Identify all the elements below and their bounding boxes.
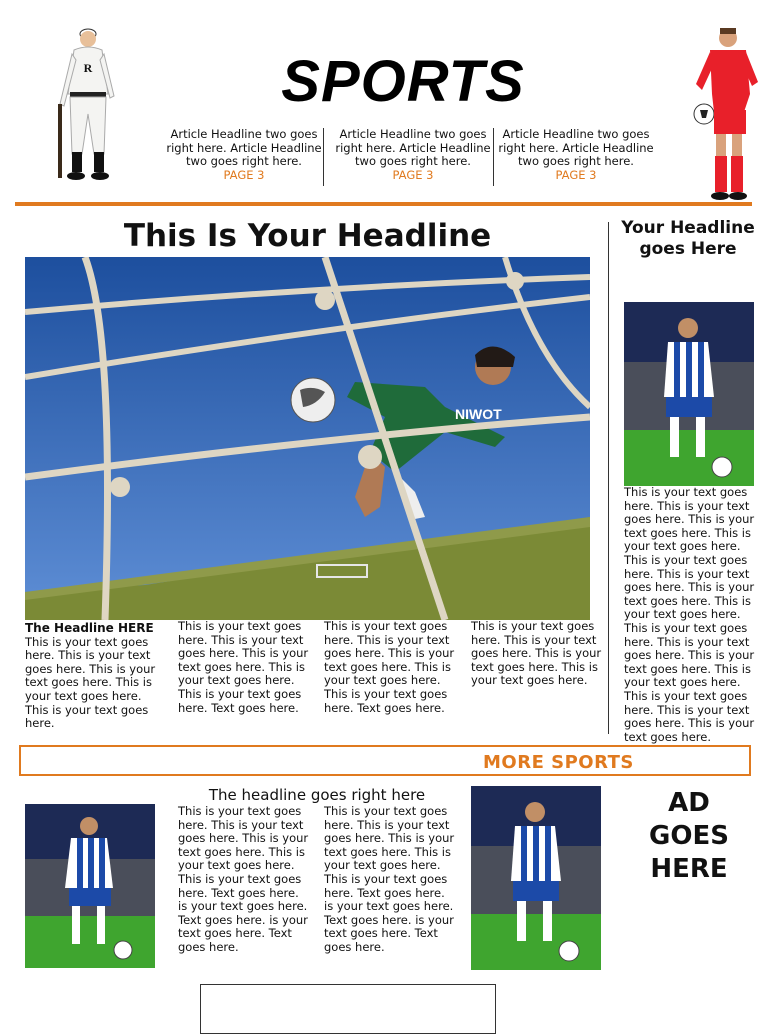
sidebar-photo xyxy=(624,302,754,486)
bottom-box xyxy=(200,984,496,1034)
sidebar-divider xyxy=(608,222,609,734)
teaser-3[interactable] xyxy=(496,128,656,182)
more-sports-label: MORE SPORTS xyxy=(483,752,634,773)
column-divider xyxy=(493,128,494,186)
teaser-page: PAGE 3 xyxy=(555,167,597,182)
orange-rule xyxy=(15,202,752,206)
column-subhead: The Headline HERE xyxy=(25,621,154,635)
more-column-1: This is your text goes here. This is your text goes here. This is your text goes here. This is your text goes here. This is your text goes here. Text goes here. is your text goes here. Text goes here. is your text goes here. Text goes here. xyxy=(178,804,309,954)
bottom-left-photo xyxy=(25,804,155,968)
more-sports-banner xyxy=(19,745,751,776)
teaser-page: PAGE 3 xyxy=(223,167,265,182)
more-column-2: This is your text goes here. This is your text goes here. This is your text goes here. This is your text goes here. This is your text goes here. Text goes here. is your text goes here. Text goes here. is your text goes here. Text goes here. xyxy=(324,804,455,954)
main-column-3: This is your text goes here. This is your text goes here. This is your text goes here. This is your text goes here. This is your text goes here. Text goes here. xyxy=(324,619,455,715)
teaser-text: Article Headline two goes right here. Article Headline two goes right here. xyxy=(166,127,322,168)
main-headline: This Is Your Headline xyxy=(123,218,492,254)
bottom-right-photo xyxy=(471,786,601,970)
teaser-text: Article Headline two goes right here. Article Headline two goes right here. xyxy=(498,127,654,168)
teaser-1[interactable] xyxy=(164,128,324,182)
main-column-2: This is your text goes here. This is your text goes here. This is your text goes here. This is your text goes here. This is your text goes here. Text goes here. xyxy=(178,619,309,715)
column-text: This is your text goes here. This is your text goes here. This is your text goes here. This is your text goes here. This is your text goes here. xyxy=(25,634,156,731)
more-sports-headline: The headline goes right here xyxy=(208,786,426,804)
masthead-title: SPORTS xyxy=(281,49,525,114)
sidebar-text: This is your text goes here. This is your text goes here. This is your text goes here. This is your text goes here. This is your text goes here. This is your text goes here. This is your text goes here. This is your text goes here. This is your text goes here. This is your text goes here. This is your text goes here. This is your text goes here. This is your text goes here. This is your text goes here. This is your text goes here. xyxy=(624,485,755,744)
teaser-text: Article Headline two goes right here. Article Headline two goes right here. xyxy=(335,127,491,168)
main-column-4: This is your text goes here. This is your text goes here. This is your text goes here. This is your text goes here. xyxy=(471,619,602,688)
column-divider xyxy=(323,128,324,186)
sidebar-headline: Your Headline goes Here xyxy=(621,218,755,259)
svg-text:R: R xyxy=(83,61,93,75)
main-column-1 xyxy=(25,622,159,731)
main-photo xyxy=(25,257,590,620)
teaser-2[interactable] xyxy=(333,128,493,182)
teaser-page: PAGE 3 xyxy=(392,167,434,182)
ad-placeholder[interactable]: AD GOES HERE xyxy=(649,788,729,884)
svg-text:NIWOT: NIWOT xyxy=(455,406,502,422)
